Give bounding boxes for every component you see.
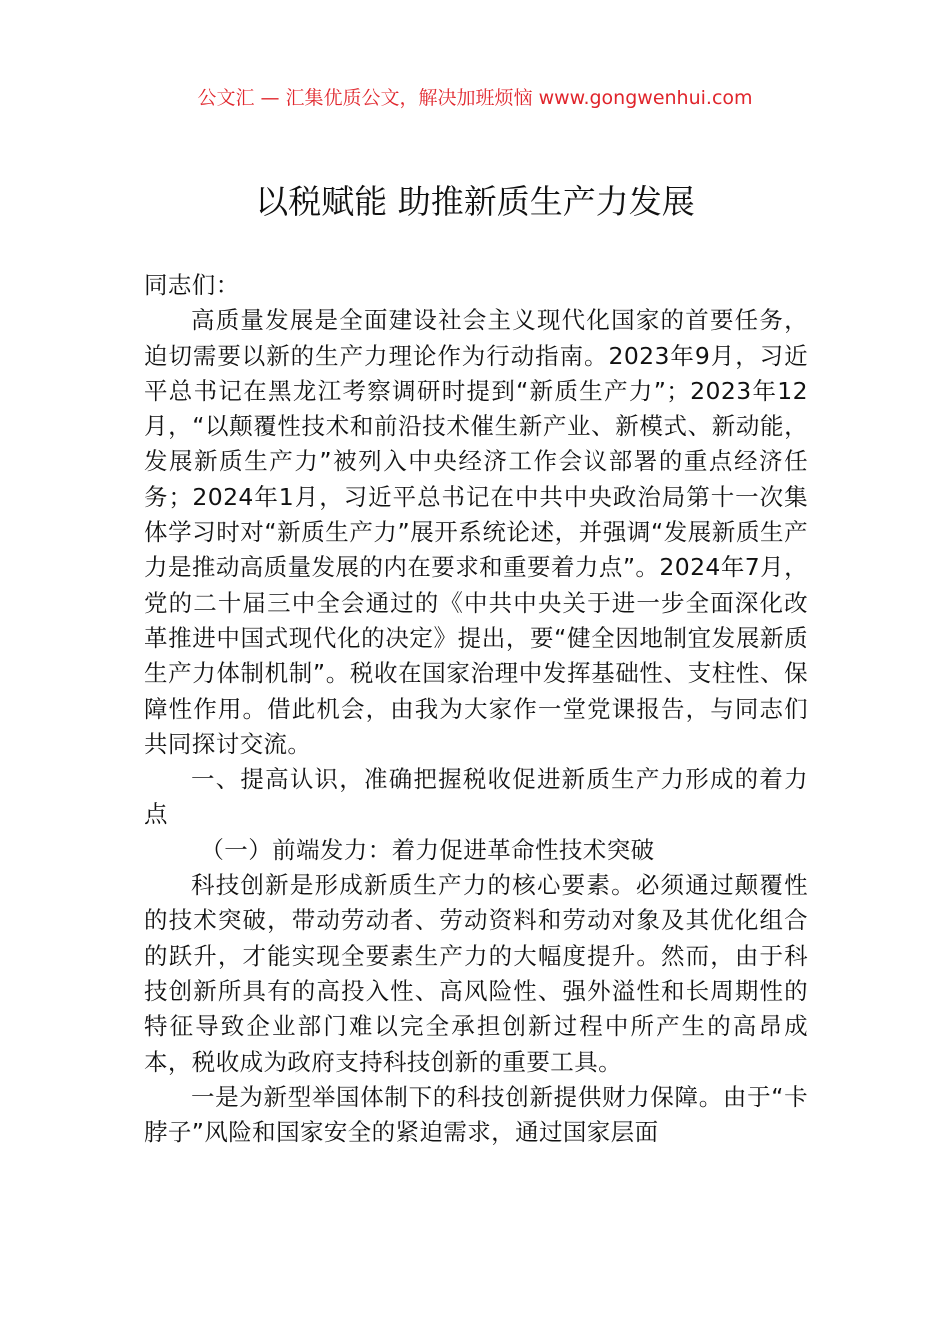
document-title: 以税赋能 助推新质生产力发展 xyxy=(255,182,695,221)
salutation: 同志们： xyxy=(144,271,240,299)
subsection-heading: （一）前端发力：着力促进革命性技术突破 xyxy=(200,835,655,864)
intro-paragraph: 高质量发展是全面建设社会主义现代化国家的首要任务，迫切需要以新的生产力理论作为行动指南。2023年9月，习近平总书记在黑龙江考察调研时提到“新质生产力”；2023年12月，“以颠覆性技术和前沿技术催生新产业、新模式、新动能，发展新质生产力”被列入中央经济工作会议部署的重点经济任务；2024年1月，习近平总书记在中共中央政治局第十一次集体学习时对“新质生产力”展开系统论述，并强调“发展新质生产力是推动高质量发展的内在要求和重要着力点”。2024年7月，党的二十届三中全会通过的《中共中央关于进一步全面深化改革推进中国式现代化的决定》提出，要“健全因地制宜发展新质生产力体制机制”。税收在国家治理中发挥基础性、支柱性、保障性作用。借此机会，由我为大家作一堂党课报告，与同志们共同探讨交流。 xyxy=(144,306,808,758)
section-heading: 一、提高认识，准确把握税收促进新质生产力形成的着力点 xyxy=(144,765,808,829)
body-paragraph: 科技创新是形成新质生产力的核心要素。必须通过颠覆性的技术突破，带动劳动者、劳动资料和劳动对象及其优化组合的跃升，才能实现全要素生产力的大幅度提升。然而，由于科技创新所具有的高投入性、高风险性、强外溢性和长周期性的特征导致企业部门难以完全承担创新过程中所产生的高昂成本，税收成为政府支持科技创新的重要工具。 xyxy=(144,871,808,1076)
document-body xyxy=(144,268,808,1150)
watermark-header: 公文汇 — 汇集优质公文，解决加班烦恼 www.gongwenhui.com xyxy=(197,87,753,109)
body-paragraph: 一是为新型举国体制下的科技创新提供财力保障。由于“卡脖子”风险和国家安全的紧迫需求，通过国家层面 xyxy=(144,1082,808,1147)
